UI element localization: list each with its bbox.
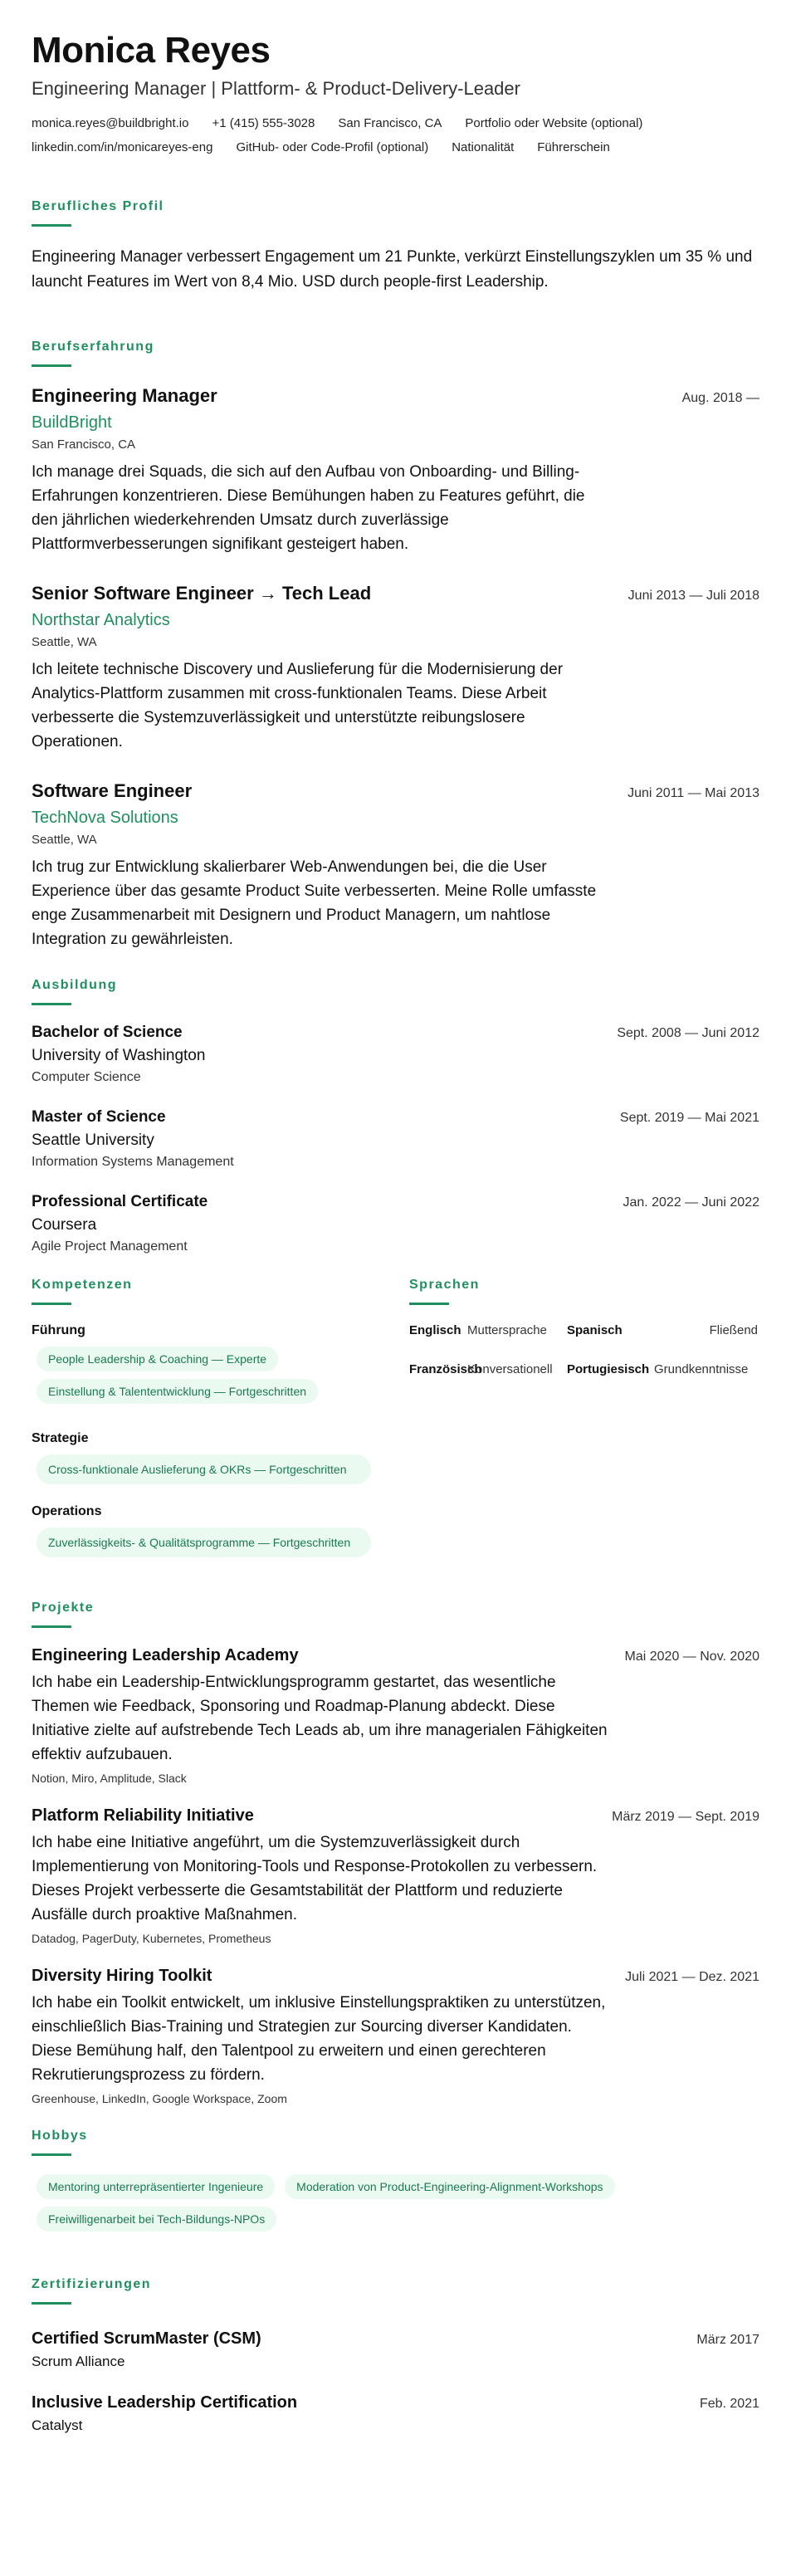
education-entry xyxy=(32,1108,759,1170)
education-degree: Professional Certificate xyxy=(32,1193,208,1210)
education-degree: Master of Science xyxy=(32,1108,166,1126)
project-description: Ich habe eine Initiative angeführt, um die Systemzuverlässigkeit durch Implementierung von Monitoring-Tools und Response-Protokollen zu verbessern. Dieses Projekt verbesserte die Gesamtstabilität der Plattform und reduzierte Ausfälle durch proaktive Maßnahmen. xyxy=(32,1834,598,1923)
project-title: Diversity Hiring Toolkit xyxy=(32,1967,212,1985)
language-name: Englisch xyxy=(409,1323,461,1337)
contact-github[interactable]: GitHub- oder Code-Profil (optional) xyxy=(236,140,429,154)
project-title: Platform Reliability Initiative xyxy=(32,1806,254,1825)
certifications-section xyxy=(32,2277,759,2434)
certification-name: Certified ScrumMaster (CSM) xyxy=(32,2329,261,2348)
section-title: Kompetenzen xyxy=(32,1278,133,1292)
education-school: Seattle University xyxy=(32,1132,154,1149)
job-location: Seattle, WA xyxy=(32,833,97,847)
section-title: Zertifizierungen xyxy=(32,2277,152,2291)
education-date: Sept. 2019 — Mai 2021 xyxy=(619,1111,759,1125)
education-degree: Bachelor of Science xyxy=(32,1024,183,1041)
job-location: San Francisco, CA xyxy=(32,437,136,452)
job-title: Engineering Manager xyxy=(32,385,217,406)
contact-nationality: Nationalität xyxy=(452,140,515,154)
section-divider xyxy=(32,364,71,367)
job-date: Juni 2011 — Mai 2013 xyxy=(627,786,759,800)
skill-pill: Einstellung & Talententwicklung — Fortgeschritten xyxy=(37,1379,318,1404)
project-entry xyxy=(32,1646,759,1785)
section-divider xyxy=(409,1303,449,1305)
job-entry xyxy=(32,780,759,951)
project-description: Ich habe ein Toolkit entwickelt, um inklusive Einstellungspraktiken zu unterstützen, einschließlich Bias-Training und Strategien zur Sourcing diverser Kandidaten. Diese Bemühung half, den Talentpool zu erweitern und einen gerechteren Rekrutierungsprozess zu fördern. xyxy=(32,1994,606,2084)
project-tools: Datadog, PagerDuty, Kubernetes, Prometheus xyxy=(32,1932,271,1945)
contact-location: San Francisco, CA xyxy=(338,116,442,130)
profile-section xyxy=(32,199,759,295)
education-school: Coursera xyxy=(32,1216,97,1234)
job-company: Northstar Analytics xyxy=(32,611,170,629)
education-field: Computer Science xyxy=(32,1070,141,1084)
resume-header xyxy=(32,28,759,154)
hobby-pill: Mentoring unterrepräsentierter Ingenieure xyxy=(37,2174,275,2199)
section-title: Berufserfahrung xyxy=(32,340,154,354)
skill-group-title: Strategie xyxy=(32,1431,89,1445)
job-company: TechNova Solutions xyxy=(32,809,178,827)
skill-group xyxy=(32,1431,376,1484)
skill-group-title: Operations xyxy=(32,1504,102,1518)
profile-summary: Engineering Manager verbessert Engagement um 21 Punkte, verkürzt Einstellungszyklen um 35 % und launcht Features im Wert von 8,4 Mio. USD durch people-first Leadership. xyxy=(32,248,753,291)
job-title: Software Engineer xyxy=(32,780,193,801)
language-level: Muttersprache xyxy=(467,1323,547,1337)
skill-pill: Zuverlässigkeits- & Qualitätsprogramme — Fortgeschritten xyxy=(37,1528,371,1557)
hobby-pill: Moderation von Product-Engineering-Alignment-Workshops xyxy=(285,2174,614,2199)
certification-entry xyxy=(32,2329,759,2370)
language-list xyxy=(409,1323,758,1376)
job-company: BuildBright xyxy=(32,413,112,432)
job-entry xyxy=(32,385,759,556)
candidate-name: Monica Reyes xyxy=(32,30,271,71)
language-level: Grundkenntnisse xyxy=(654,1362,749,1376)
contact-linkedin[interactable]: linkedin.com/in/monicareyes-eng xyxy=(32,140,213,154)
education-entry xyxy=(32,1193,759,1254)
contact-list xyxy=(32,116,762,154)
section-divider xyxy=(32,1625,71,1628)
section-divider xyxy=(32,2302,71,2305)
job-title: Senior Software Engineer → Tech Lead xyxy=(32,583,372,604)
section-title: Hobbys xyxy=(32,2129,88,2143)
candidate-headline: Engineering Manager | Plattform- & Product-Delivery-Leader xyxy=(32,78,520,99)
section-divider xyxy=(32,2153,71,2156)
certification-issuer: Catalyst xyxy=(32,2417,83,2433)
certification-date: Feb. 2021 xyxy=(699,2397,759,2411)
project-description: Ich habe ein Leadership-Entwicklungsprogramm gestartet, das wesentliche Themen wie Feedback, Sponsoring und Roadmap-Planung abdeckt. Diese Initiative zielte auf aufstrebende Tech Leads ab, um ihre managerialen Fähigkeiten effektiv aufzubauen. xyxy=(32,1674,608,1763)
contact-email[interactable]: monica.reyes@buildbright.io xyxy=(32,116,189,130)
certification-issuer: Scrum Alliance xyxy=(32,2354,125,2369)
language-name: Französisch xyxy=(409,1362,482,1376)
section-title: Berufliches Profil xyxy=(32,199,164,213)
job-entry xyxy=(32,583,759,754)
project-title: Engineering Leadership Academy xyxy=(32,1646,299,1664)
project-entry xyxy=(32,1806,759,1945)
language-name: Portugiesisch xyxy=(567,1362,650,1376)
experience-section xyxy=(32,340,759,951)
education-field: Agile Project Management xyxy=(32,1239,188,1254)
skill-pill: Cross-funktionale Auslieferung & OKRs — Fortgeschritten xyxy=(37,1454,371,1484)
section-title: Ausbildung xyxy=(32,978,117,992)
contact-website[interactable]: Portfolio oder Website (optional) xyxy=(465,116,643,130)
education-school: University of Washington xyxy=(32,1047,206,1064)
job-date: Juni 2013 — Juli 2018 xyxy=(627,589,759,603)
education-section xyxy=(32,978,759,1254)
certification-entry xyxy=(32,2393,759,2434)
job-description: Ich leitete technische Discovery und Auslieferung für die Modernisierung der Analytics-Plattform zusammen mit cross-funktionalen Teams. Diese Arbeit verbesserte die Systemzuverlässigkeit und unterstützte reibungslosere Operationen. xyxy=(32,661,564,750)
section-divider xyxy=(32,1003,71,1005)
section-divider xyxy=(32,224,71,227)
skills-languages-section xyxy=(32,1278,759,1577)
contact-phone[interactable]: +1 (415) 555-3028 xyxy=(212,116,315,130)
skill-group xyxy=(32,1323,376,1411)
language-name: Spanisch xyxy=(567,1323,623,1337)
education-field: Information Systems Management xyxy=(32,1155,234,1169)
job-location: Seattle, WA xyxy=(32,635,97,649)
project-entry xyxy=(32,1967,759,2105)
job-description: Ich trug zur Entwicklung skalierbarer Web-Anwendungen bei, die die User Experience über das gesamte Product Suite verbesserten. Meine Rolle umfasste enge Zusammenarbeit mit Designern und Product Managern, um nahtlose Integration zu gewährleisten. xyxy=(32,858,597,948)
hobby-list xyxy=(32,2174,745,2239)
language-level: Konversationell xyxy=(467,1362,553,1376)
projects-section xyxy=(32,1601,759,2105)
contact-license: Führerschein xyxy=(537,140,610,154)
section-title: Projekte xyxy=(32,1601,95,1615)
project-tools: Notion, Miro, Amplitude, Slack xyxy=(32,1772,187,1785)
education-date: Sept. 2008 — Juni 2012 xyxy=(617,1026,759,1040)
skill-group-title: Führung xyxy=(32,1323,85,1337)
education-entry xyxy=(32,1024,759,1085)
job-description: Ich manage drei Squads, die sich auf den Aufbau von Onboarding- und Billing-Erfahrungen konzentrieren. Diese Bemühungen haben zu Features geführt, die den jährlichen wiederkehrenden Umsatz durch zuverlässige Plattformverbesserungen signifikant gesteigert haben. xyxy=(32,463,585,553)
hobbies-section xyxy=(32,2129,759,2239)
hobby-pill: Freiwilligenarbeit bei Tech-Bildungs-NPOs xyxy=(37,2207,276,2231)
skill-group xyxy=(32,1504,376,1557)
project-date: Mai 2020 — Nov. 2020 xyxy=(624,1650,759,1664)
certification-date: März 2017 xyxy=(696,2333,759,2347)
section-divider xyxy=(32,1303,71,1305)
project-tools: Greenhouse, LinkedIn, Google Workspace, Zoom xyxy=(32,2092,287,2105)
education-date: Jan. 2022 — Juni 2022 xyxy=(623,1195,759,1210)
project-date: Juli 2021 — Dez. 2021 xyxy=(625,1970,759,1984)
job-date: Aug. 2018 — xyxy=(681,391,759,405)
certification-name: Inclusive Leadership Certification xyxy=(32,2393,298,2412)
language-level: Fließend xyxy=(709,1323,758,1337)
skill-pill: People Leadership & Coaching — Experte xyxy=(37,1347,278,1371)
languages-column xyxy=(409,1278,758,1577)
skills-column xyxy=(32,1278,376,1577)
section-title: Sprachen xyxy=(409,1278,480,1292)
project-date: März 2019 — Sept. 2019 xyxy=(612,1810,759,1824)
